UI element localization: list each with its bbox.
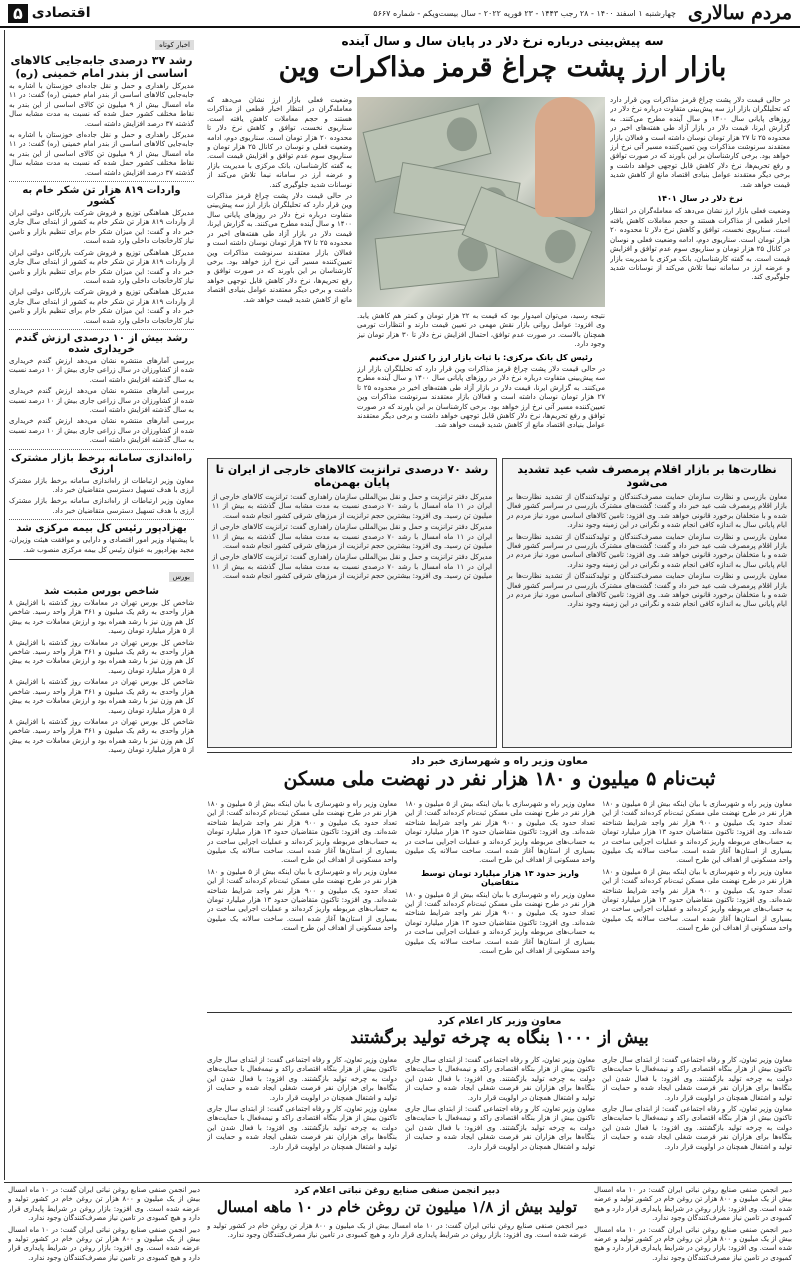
- housing-text-2b: معاون وزیر راه و شهرسازی با بیان اینکه بیش از ۵ میلیون و ۱۸۰ هزار نفر در طرح نهضت ملی مسکن ثبت‌نام کرده‌اند گفت: از این تعداد حدود یک میلیون و ۹۰۰ هزار نفر واجد شرایط شناخته شده‌اند. وی افزود: تاکنون متقاضیان حدود ۱۳ هزار میلیارد تومان به حساب‌های مربوطه واریز کرده‌اند و عملیات اجرایی ساخت در بسیاری از استان‌ها آغاز شده است. ساخت سالانه یک میلیون واحد مسکونی از اهداف این طرح است.: [405, 890, 595, 956]
- sidebar-item: [9, 453, 194, 517]
- lead-title: بازار ارز پشت چراغ قرمز مذاکرات وین: [278, 52, 727, 83]
- industry-col-2: [405, 1056, 595, 1176]
- transit-text: مدیرکل دفتر ترانزیت و حمل و نقل بین‌المللی سازمان راهداری گفت: ترانزیت کالاهای خارجی از ایران در ۱۱ ماه امسال با رشد ۷۰ درصدی نسبت به مدت مشابه سال گذشته به بیش از ۱۱ میلیون تن رسید. وی افزود: بیشترین حجم ترانزیت از مرزهای شرقی کشور انجام شده است.: [212, 493, 492, 520]
- housing-col-3: [207, 800, 397, 1010]
- bourse-text-c: شاخص کل بورس تهران در معاملات روز گذشته با افزایش ۸ هزار واحدی به رقم یک میلیون و ۳۶۱ هزار واحد رسید. شاخص کل هم وزن نیز با رشد همراه بود و ارزش معاملات خرد به بیش از ۵ هزار میلیارد تومان رسید.: [9, 678, 194, 715]
- lead-subhead: رئیس کل بانک مرکزی: با ثبات بازار ارز را کنترل می‌کنیم: [369, 352, 593, 362]
- sidebar-item-title: راه‌اندازی سامانه برخط بازار مشترک ارزی: [11, 452, 192, 475]
- industry-col-1: [602, 1056, 792, 1176]
- transit-title: رشد ۷۰ درصدی ترانزیت کالاهای خارجی از ایران تا پایان بهمن‌ماه: [215, 463, 489, 489]
- oil-text-2: دبیر انجمن صنفی صنایع روغن نباتی ایران گفت: در ۱۰ ماه امسال بیش از یک میلیون و ۸۰۰ هزار تن روغن خام در کشور تولید و عرضه شده است. وی افزود: بازار روغن در شرایط پایداری قرار دارد و هیچ کمبودی در تامین نیاز مصرف‌کنندگان وجود ندارد.: [207, 1222, 587, 1240]
- divider: [9, 559, 194, 560]
- sidebar-item-title: رشد بیش از ۱۰ درصدی ارزش گندم خریداری شده: [15, 332, 188, 355]
- industry-title: بیش از ۱۰۰۰ بنگاه به چرخه تولید برگشتند: [350, 1028, 649, 1048]
- section-name: اقتصادی: [31, 5, 91, 21]
- housing-kicker: معاون وزیر راه و شهرسازی خبر داد: [411, 756, 588, 767]
- sidebar-item: [9, 54, 194, 178]
- inspection-text-c: معاون بازرسی و نظارت سازمان حمایت مصرف‌کنندگان و تولیدکنندگان از تشدید نظارت‌ها بر بازار اقلام پرمصرف شب عید خبر داد و گفت: گشت‌های مشترک بازرسی در سراسر کشور فعال شده و با متخلفان برخورد قانونی خواهد شد. وی افزود: تامین کالاهای اساسی مورد نیاز مردم در ایام پایانی سال به اندازه کافی انجام شده و نگرانی در این زمینه وجود ندارد.: [507, 572, 787, 609]
- bourse-body: [9, 599, 194, 756]
- divider: [4, 1182, 792, 1183]
- sidebar-item: [9, 333, 194, 446]
- lead-col1-text-b: وضعیت فعلی بازار ارز نشان می‌دهد که معامله‌گران در انتظار اخبار قطعی از مذاکرات هستند و حجم معاملات کاهش یافته است. سناریوی نخست، توافق و کاهش نرخ دلار تا محدوده ۲۰ هزار تومان است. سناریوی دوم، ادامه وضعیت فعلی و نوسان در کانال ۲۵ هزار تومان و سناریوی سوم عدم توافق و افزایش قیمت است. به گفته کارشناسان، بانک مرکزی با مدیریت بازار و عرضه ارز در سامانه نیما تلاش می‌کند از نوسانات شدید جلوگیری کند.: [610, 207, 790, 282]
- lead-col3-text: نتیجه رسید، می‌توان امیدوار بود که قیمت به ۲۲ هزار تومان و کمتر هم کاهش یابد. وی افزود: عوامل روانی بازار نقش مهمی در تعیین قیمت دارند و انتظارات تورمی همچنان بالاست. در صورت عدم توافق، احتمال افزایش نرخ دلار تا ۳۰ هزار تومان نیز وجود دارد.: [357, 312, 605, 349]
- lead-col2-text-b: در حالی قیمت دلار پشت چراغ قرمز مذاکرات وین قرار دارد که تحلیلگران بازار ارز سه پیش‌بینی متفاوت درباره نرخ دلار در روزهای پایانی سال ۱۴۰۰ و سال آینده مطرح می‌کنند. به گزارش ایرنا، قیمت دلار در بازار آزاد طی هفته‌های اخیر در محدوده ۲۵ تا ۲۷ هزار تومان نوسان داشته است و فعالان بازار معتقدند سرنوشت مذاکرات وین تعیین‌کننده مسیر آتی نرخ ارز خواهد بود. برخی کارشناسان بر این باورند که در صورت توافق و رفع تحریم‌ها، نرخ دلار کاهش قابل توجهی خواهد داشت و برخی دیگر معتقدند عوامل بنیادی اقتصاد مانع از کاهش شدید قیمت خواهد شد.: [207, 192, 352, 304]
- oil-text-3b: دبیر انجمن صنفی صنایع روغن نباتی ایران گفت: در ۱۰ ماه امسال بیش از یک میلیون و ۸۰۰ هزار تن روغن خام در کشور تولید و عرضه شده است. وی افزود: بازار روغن در شرایط پایداری قرار دارد و هیچ کمبودی در تامین نیاز مصرف‌کنندگان وجود ندارد.: [8, 1225, 200, 1262]
- sidebar-item-text-c: بررسی آمارهای منتشره نشان می‌دهد ارزش گندم خریداری شده از کشاورزان در سال زراعی جاری بیش از ۱۰ درصد نسبت به سال گذشته افزایش داشته است.: [9, 417, 194, 445]
- sidebar-item-text: بررسی آمارهای منتشره نشان می‌دهد ارزش گندم خریداری شده از کشاورزان در سال زراعی جاری بیش از ۱۰ درصد نسبت به سال گذشته افزایش داشته است.: [9, 356, 194, 384]
- industry-text-2: معاون وزیر تعاون، کار و رفاه اجتماعی گفت: از ابتدای سال جاری تاکنون بیش از هزار بنگاه اقتصادی راکد و نیمه‌فعال با حمایت‌های دولت به چرخه تولید بازگشتند. وی افزود: با فعال شدن این بنگاه‌ها برای هزاران نفر فرصت شغلی ایجاد شده و حمایت از تولید و اشتغال همچنان در اولویت قرار دارد.: [405, 1056, 595, 1102]
- transit-body: [212, 493, 492, 582]
- sidebar-item-title: رشد ۳۷ درصدی جابه‌جایی کالاهای اساسی از بندر امام خمینی (ره): [10, 54, 193, 80]
- housing-text-3b: معاون وزیر راه و شهرسازی با بیان اینکه بیش از ۵ میلیون و ۱۸۰ هزار نفر در طرح نهضت ملی مسکن ثبت‌نام کرده‌اند گفت: از این تعداد حدود یک میلیون و ۹۰۰ هزار نفر واجد شرایط شناخته شده‌اند. وی افزود: تاکنون متقاضیان حدود ۱۳ هزار میلیارد تومان به حساب‌های مربوطه واریز کرده‌اند و عملیات اجرایی ساخت در بسیاری از استان‌ها آغاز شده است. ساخت سالانه یک میلیون واحد مسکونی از اهداف این طرح است.: [207, 867, 397, 933]
- transit-box: [207, 458, 497, 748]
- sidebar-item-title: بهزادپور رئیس کل بیمه مرکزی شد: [16, 523, 187, 535]
- inspection-body: [507, 493, 787, 610]
- sidebar-item-text: با پیشنهاد وزیر امور اقتصادی و دارایی و موافقت هیئت وزیران، مجید بهزادپور به عنوان رئیس کل بیمه مرکزی منصوب شد.: [9, 536, 194, 554]
- bourse-text-d: شاخص کل بورس تهران در معاملات روز گذشته با افزایش ۸ هزار واحدی به رقم یک میلیون و ۳۶۱ هزار واحد رسید. شاخص کل هم وزن نیز با رشد همراه بود و ارزش معاملات خرد به بیش از ۵ هزار میلیارد تومان رسید.: [9, 717, 194, 755]
- lead-col2-text: وضعیت فعلی بازار ارز نشان می‌دهد که معامله‌گران در انتظار اخبار قطعی از مذاکرات هستند و حجم معاملات کاهش یافته است. سناریوی نخست، توافق و کاهش نرخ دلار تا محدوده ۲۰ هزار تومان است. سناریوی دوم، ادامه وضعیت فعلی و نوسان در کانال ۲۵ هزار تومان و سناریوی سوم عدم توافق و افزایش قیمت است. به گفته کارشناسان، بانک مرکزی با مدیریت بازار و عرضه ارز در سامانه نیما تلاش می‌کند از نوسانات شدید جلوگیری کند.: [207, 96, 352, 189]
- lead-column-2: [207, 96, 352, 452]
- housing-title: ثبت‌نام ۵ میلیون و ۱۸۰ هزار نفر در نهضت ملی مسکن: [283, 768, 716, 790]
- hand-icon: [535, 97, 595, 217]
- bourse-text: شاخص کل بورس تهران در معاملات روز گذشته با افزایش ۸ هزار واحدی به رقم یک میلیون و ۳۶۱ هزار واحد رسید. شاخص کل هم وزن نیز با رشد همراه بود و ارزش معاملات خرد به بیش از ۵ هزار میلیارد تومان رسید.: [9, 599, 194, 636]
- industry-text-1b: معاون وزیر تعاون، کار و رفاه اجتماعی گفت: از ابتدای سال جاری تاکنون بیش از هزار بنگاه اقتصادی راکد و نیمه‌فعال با حمایت‌های دولت به چرخه تولید بازگشتند. وی افزود: با فعال شدن این بنگاه‌ها برای هزاران نفر فرصت شغلی ایجاد شده و حمایت از تولید و اشتغال همچنان در اولویت قرار دارد.: [602, 1105, 792, 1151]
- bourse-title: شاخص بورس مثبت شد: [43, 586, 159, 598]
- lead-kicker: سه پیش‌بینی درباره نرخ دلار در پایان سال و سال آینده: [341, 34, 664, 48]
- lead-column-3: [357, 312, 605, 452]
- sidebar-item-body: [9, 477, 194, 517]
- housing-text-1: معاون وزیر راه و شهرسازی با بیان اینکه بیش از ۵ میلیون و ۱۸۰ هزار نفر در طرح نهضت ملی مسکن ثبت‌نام کرده‌اند گفت: از این تعداد حدود یک میلیون و ۹۰۰ هزار نفر واجد شرایط شناخته شده‌اند. وی افزود: تاکنون متقاضیان حدود ۱۳ هزار میلیارد تومان به حساب‌های مربوطه واریز کرده‌اند و عملیات اجرایی ساخت در بسیاری از استان‌ها آغاز شده است. ساخت سالانه یک میلیون واحد مسکونی از اهداف این طرح است.: [602, 800, 792, 865]
- sidebar-label: اخبار کوتاه: [155, 40, 194, 50]
- oil-text-1: دبیر انجمن صنفی صنایع روغن نباتی ایران گفت: در ۱۰ ماه امسال بیش از یک میلیون و ۸۰۰ هزار تن روغن خام در کشور تولید و عرضه شده است. وی افزود: بازار روغن در شرایط پایداری قرار دارد و هیچ کمبودی در تامین نیاز مصرف‌کنندگان وجود ندارد.: [594, 1186, 792, 1223]
- lead-column-1: [610, 96, 790, 451]
- masthead: [0, 0, 800, 28]
- inspection-text: معاون بازرسی و نظارت سازمان حمایت مصرف‌کنندگان و تولیدکنندگان از تشدید نظارت‌ها بر بازار اقلام پرمصرف شب عید خبر داد و گفت: گشت‌های مشترک بازرسی در سراسر کشور فعال شده و با متخلفان برخورد قانونی خواهد شد. وی افزود: تامین کالاهای اساسی مورد نیاز مردم در ایام پایانی سال به اندازه کافی انجام شده و نگرانی در این زمینه وجود ندارد.: [507, 493, 787, 530]
- divider: [9, 329, 194, 330]
- sidebar-item-text-c: مدیرکل هماهنگی توزیع و فروش شرکت بازرگانی دولتی ایران از واردات ۸۱۹ هزار تن شکر خام به کشور از ابتدای سال جاری خبر داد و گفت: این میزان شکر خام برای تنظیم بازار و تامین نیاز کارخانجات داخلی وارد شده است.: [9, 288, 194, 325]
- bourse-label: بورس: [169, 572, 195, 582]
- housing-subhead: واریز حدود ۱۳ هزار میلیارد تومان توسط متقاضیان: [421, 868, 579, 888]
- news-sidebar: [4, 30, 200, 1180]
- oil-text-1b: دبیر انجمن صنفی صنایع روغن نباتی ایران گفت: در ۱۰ ماه امسال بیش از یک میلیون و ۸۰۰ هزار تن روغن خام در کشور تولید و عرضه شده است. وی افزود: بازار روغن در شرایط پایداری قرار دارد و هیچ کمبودی در تامین نیاز مصرف‌کنندگان وجود ندارد.: [594, 1225, 792, 1262]
- industry-text-1: معاون وزیر تعاون، کار و رفاه اجتماعی گفت: از ابتدای سال جاری تاکنون بیش از هزار بنگاه اقتصادی راکد و نیمه‌فعال با حمایت‌های دولت به چرخه تولید بازگشتند. وی افزود: با فعال شدن این بنگاه‌ها برای هزاران نفر فرصت شغلی ایجاد شده و حمایت از تولید و اشتغال همچنان در اولویت قرار دارد.: [602, 1056, 792, 1102]
- housing-text-1b: معاون وزیر راه و شهرسازی با بیان اینکه بیش از ۵ میلیون و ۱۸۰ هزار نفر در طرح نهضت ملی مسکن ثبت‌نام کرده‌اند گفت: از این تعداد حدود یک میلیون و ۹۰۰ هزار نفر واجد شرایط شناخته شده‌اند. وی افزود: تاکنون متقاضیان حدود ۱۳ هزار میلیارد تومان به حساب‌های مربوطه واریز کرده‌اند و عملیات اجرایی ساخت در بسیاری از استان‌ها آغاز شده است. ساخت سالانه یک میلیون واحد مسکونی از اهداف این طرح است.: [602, 867, 792, 933]
- housing-text-2: معاون وزیر راه و شهرسازی با بیان اینکه بیش از ۵ میلیون و ۱۸۰ هزار نفر در طرح نهضت ملی مسکن ثبت‌نام کرده‌اند گفت: از این تعداد حدود یک میلیون و ۹۰۰ هزار نفر واجد شرایط شناخته شده‌اند. وی افزود: تاکنون متقاضیان حدود ۱۳ هزار میلیارد تومان به حساب‌های مربوطه واریز کرده‌اند و عملیات اجرایی ساخت در بسیاری از استان‌ها آغاز شده است. ساخت سالانه یک میلیون واحد مسکونی از اهداف این طرح است.: [405, 800, 595, 865]
- divider: [207, 1012, 792, 1013]
- sidebar-item-text-b: مدیرکل هماهنگی توزیع و فروش شرکت بازرگانی دولتی ایران از واردات ۸۱۹ هزار تن شکر خام به کشور از ابتدای سال جاری خبر داد و گفت: این میزان شکر خام برای تنظیم بازار و تامین نیاز کارخانجات داخلی وارد شده است.: [9, 248, 194, 285]
- sidebar-item-text: مدیرکل هماهنگی توزیع و فروش شرکت بازرگانی دولتی ایران از واردات ۸۱۹ هزار تن شکر خام به کشور از ابتدای سال جاری خبر داد و گفت: این میزان شکر خام برای تنظیم بازار و تامین نیاز کارخانجات داخلی وارد شده است.: [9, 209, 194, 246]
- page-number: ۵: [8, 4, 28, 23]
- sidebar-item-body: [9, 536, 194, 555]
- lead-subhead-2: نرخ دلار در سال ۱۴۰۱: [657, 194, 743, 204]
- bourse-text-b: شاخص کل بورس تهران در معاملات روز گذشته با افزایش ۸ هزار واحدی به رقم یک میلیون و ۳۶۱ هزار واحد رسید. شاخص کل هم وزن نیز با رشد همراه بود و ارزش معاملات خرد به بیش از ۵ هزار میلیارد تومان رسید.: [9, 638, 194, 675]
- dateline: چهارشنبه ۱ اسفند ۱۴۰۰ - ۲۸ رجب ۱۴۴۳ - ۲۳ فوریه ۲۰۲۲ - سال بیست‌ویکم - شماره ۵۶۶۷: [373, 8, 676, 18]
- divider: [9, 519, 194, 520]
- sidebar-item-text-b: بررسی آمارهای منتشره نشان می‌دهد ارزش گندم خریداری شده از کشاورزان در سال زراعی جاری بیش از ۱۰ درصد نسبت به سال گذشته افزایش داشته است.: [9, 387, 194, 414]
- lead-col3-text-b: در حالی قیمت دلار پشت چراغ قرمز مذاکرات وین قرار دارد که تحلیلگران بازار ارز سه پیش‌بینی متفاوت درباره نرخ دلار در روزهای پایانی سال ۱۴۰۰ و سال آینده مطرح می‌کنند. به گزارش ایرنا، قیمت دلار در بازار آزاد طی هفته‌های اخیر در محدوده ۲۵ تا ۲۷ هزار تومان نوسان داشته است و فعالان بازار معتقدند سرنوشت مذاکرات وین تعیین‌کننده مسیر آتی نرخ ارز خواهد بود. برخی کارشناسان بر این باورند که در صورت توافق و رفع تحریم‌ها، نرخ دلار کاهش قابل توجهی خواهد داشت و برخی دیگر معتقدند عوامل بنیادی اقتصاد مانع از کاهش شدید قیمت خواهد شد.: [357, 365, 605, 430]
- divider: [9, 449, 194, 450]
- sidebar-item-body: [9, 209, 194, 326]
- oil-text-3: دبیر انجمن صنفی صنایع روغن نباتی ایران گفت: در ۱۰ ماه امسال بیش از یک میلیون و ۸۰۰ هزار تن روغن خام در کشور تولید و عرضه شده است. وی افزود: بازار روغن در شرایط پایداری قرار دارد و هیچ کمبودی در تامین نیاز مصرف‌کنندگان وجود ندارد.: [8, 1186, 200, 1223]
- industry-kicker: معاون وزیر کار اعلام کرد: [437, 1016, 562, 1027]
- oil-col-3: [8, 1186, 200, 1262]
- oil-kicker: دبیر انجمن صنفی صنایع روغن نباتی اعلام کرد: [294, 1186, 500, 1196]
- sidebar-item-text-b: مدیرکل راهداری و حمل و نقل جاده‌ای خوزستان با اشاره به جابه‌جایی کالاهای اساسی از بندر امام خمینی (ره) گفت: در ۱۱ ماه امسال بیش از ۹ میلیون تن کالای اساسی از این بندر به نقاط مختلف کشور حمل شده که نسبت به مدت مشابه سال گذشته ۳۷ درصد افزایش داشته است.: [9, 131, 195, 177]
- inspection-box: [502, 458, 792, 748]
- sidebar-item-body: [9, 357, 194, 446]
- divider: [9, 181, 194, 182]
- sidebar-item: [9, 523, 194, 555]
- housing-col-1: [602, 800, 792, 1010]
- industry-col-3: [207, 1056, 397, 1176]
- industry-text-3b: معاون وزیر تعاون، کار و رفاه اجتماعی گفت: از ابتدای سال جاری تاکنون بیش از هزار بنگاه اقتصادی راکد و نیمه‌فعال با حمایت‌های دولت به چرخه تولید بازگشتند. وی افزود: با فعال شدن این بنگاه‌ها برای هزاران نفر فرصت شغلی ایجاد شده و حمایت از تولید و اشتغال همچنان در اولویت قرار دارد.: [207, 1105, 397, 1151]
- sidebar-item: [9, 185, 194, 326]
- sidebar-item-text: معاون وزیر ارتباطات از راه‌اندازی سامانه برخط بازار مشترک ارزی با هدف تسهیل دسترسی متقاضیان خبر داد.: [9, 476, 194, 494]
- transit-text-b: مدیرکل دفتر ترانزیت و حمل و نقل بین‌المللی سازمان راهداری گفت: ترانزیت کالاهای خارجی از ایران در ۱۱ ماه امسال با رشد ۷۰ درصدی نسبت به مدت مشابه سال گذشته به بیش از ۱۱ میلیون تن رسید. وی افزود: بیشترین حجم ترانزیت از مرزهای شرقی کشور انجام شده است.: [212, 523, 492, 551]
- oil-title: تولید بیش از ۱/۸ میلیون تن روغن خام در ۱۰ ماهه امسال: [216, 1198, 578, 1216]
- sidebar-item-title: واردات ۸۱۹ هزار تن شکر خام به کشور: [22, 185, 181, 208]
- lead-col1-text: در حالی قیمت دلار پشت چراغ قرمز مذاکرات وین قرار دارد که تحلیلگران بازار ارز سه پیش‌بینی متفاوت درباره نرخ دلار در روزهای پایانی سال ۱۴۰۰ و سال آینده مطرح می‌کنند. به گزارش ایرنا، قیمت دلار در بازار آزاد طی هفته‌های اخیر در محدوده ۲۵ تا ۲۷ هزار تومان نوسان داشته است و فعالان بازار معتقدند سرنوشت مذاکرات وین تعیین‌کننده مسیر آتی نرخ ارز خواهد بود. برخی کارشناسان بر این باورند که در صورت توافق و رفع تحریم‌ها، نرخ دلار کاهش قابل توجهی خواهد داشت و برخی دیگر معتقدند عوامل بنیادی اقتصاد مانع از کاهش شدید قیمت خواهد شد.: [610, 96, 790, 189]
- sidebar-item-text: مدیرکل راهداری و حمل و نقل جاده‌ای خوزستان با اشاره به جابه‌جایی کالاهای اساسی از بندر امام خمینی (ره) گفت: در ۱۱ ماه امسال بیش از ۹ میلیون تن کالای اساسی از این بندر به نقاط مختلف کشور حمل شده که نسبت به مدت مشابه سال گذشته ۳۷ درصد افزایش داشته است.: [9, 82, 195, 128]
- housing-text-3: معاون وزیر راه و شهرسازی با بیان اینکه بیش از ۵ میلیون و ۱۸۰ هزار نفر در طرح نهضت ملی مسکن ثبت‌نام کرده‌اند گفت: از این تعداد حدود یک میلیون و ۹۰۰ هزار نفر واجد شرایط شناخته شده‌اند. وی افزود: تاکنون متقاضیان حدود ۱۳ هزار میلیارد تومان به حساب‌های مربوطه واریز کرده‌اند و عملیات اجرایی ساخت در بسیاری از استان‌ها آغاز شده است. ساخت سالانه یک میلیون واحد مسکونی از اهداف این طرح است.: [207, 800, 397, 865]
- transit-text-c: مدیرکل دفتر ترانزیت و حمل و نقل بین‌المللی سازمان راهداری گفت: ترانزیت کالاهای خارجی از ایران در ۱۱ ماه امسال با رشد ۷۰ درصدی نسبت به مدت مشابه سال گذشته به بیش از ۱۱ میلیون تن رسید. وی افزود: بیشترین حجم ترانزیت از مرزهای شرقی کشور انجام شده است.: [212, 553, 492, 581]
- industry-text-3: معاون وزیر تعاون، کار و رفاه اجتماعی گفت: از ابتدای سال جاری تاکنون بیش از هزار بنگاه اقتصادی راکد و نیمه‌فعال با حمایت‌های دولت به چرخه تولید بازگشتند. وی افزود: با فعال شدن این بنگاه‌ها برای هزاران نفر فرصت شغلی ایجاد شده و حمایت از تولید و اشتغال همچنان در اولویت قرار دارد.: [207, 1056, 397, 1102]
- oil-col-1: [594, 1186, 792, 1262]
- sidebar-item-text-b: معاون وزیر ارتباطات از راه‌اندازی سامانه برخط بازار مشترک ارزی با هدف تسهیل دسترسی متقاضیان خبر داد.: [9, 497, 194, 515]
- section-box: [8, 4, 91, 23]
- oil-col-2: [207, 1222, 587, 1262]
- industry-text-2b: معاون وزیر تعاون، کار و رفاه اجتماعی گفت: از ابتدای سال جاری تاکنون بیش از هزار بنگاه اقتصادی راکد و نیمه‌فعال با حمایت‌های دولت به چرخه تولید بازگشتند. وی افزود: با فعال شدن این بنگاه‌ها برای هزاران نفر فرصت شغلی ایجاد شده و حمایت از تولید و اشتغال همچنان در اولویت قرار دارد.: [405, 1105, 595, 1151]
- inspection-title: نظارت‌ها بر بازار اقلام پرمصرف شب عید تشدید می‌شود: [517, 463, 777, 489]
- sidebar-item-body: [9, 82, 194, 178]
- inspection-text-b: معاون بازرسی و نظارت سازمان حمایت مصرف‌کنندگان و تولیدکنندگان از تشدید نظارت‌ها بر بازار اقلام پرمصرف شب عید خبر داد و گفت: گشت‌های مشترک بازرسی در سراسر کشور فعال شده و با متخلفان برخورد قانونی خواهد شد. وی افزود: تامین کالاهای اساسی مورد نیاز مردم در ایام پایانی سال به اندازه کافی انجام شده و نگرانی در این زمینه وجود ندارد.: [507, 532, 787, 569]
- dollar-photo: [357, 97, 605, 307]
- divider: [207, 752, 792, 753]
- newspaper-logo: مردم سالاری: [687, 2, 792, 24]
- housing-col-2: [405, 800, 595, 1010]
